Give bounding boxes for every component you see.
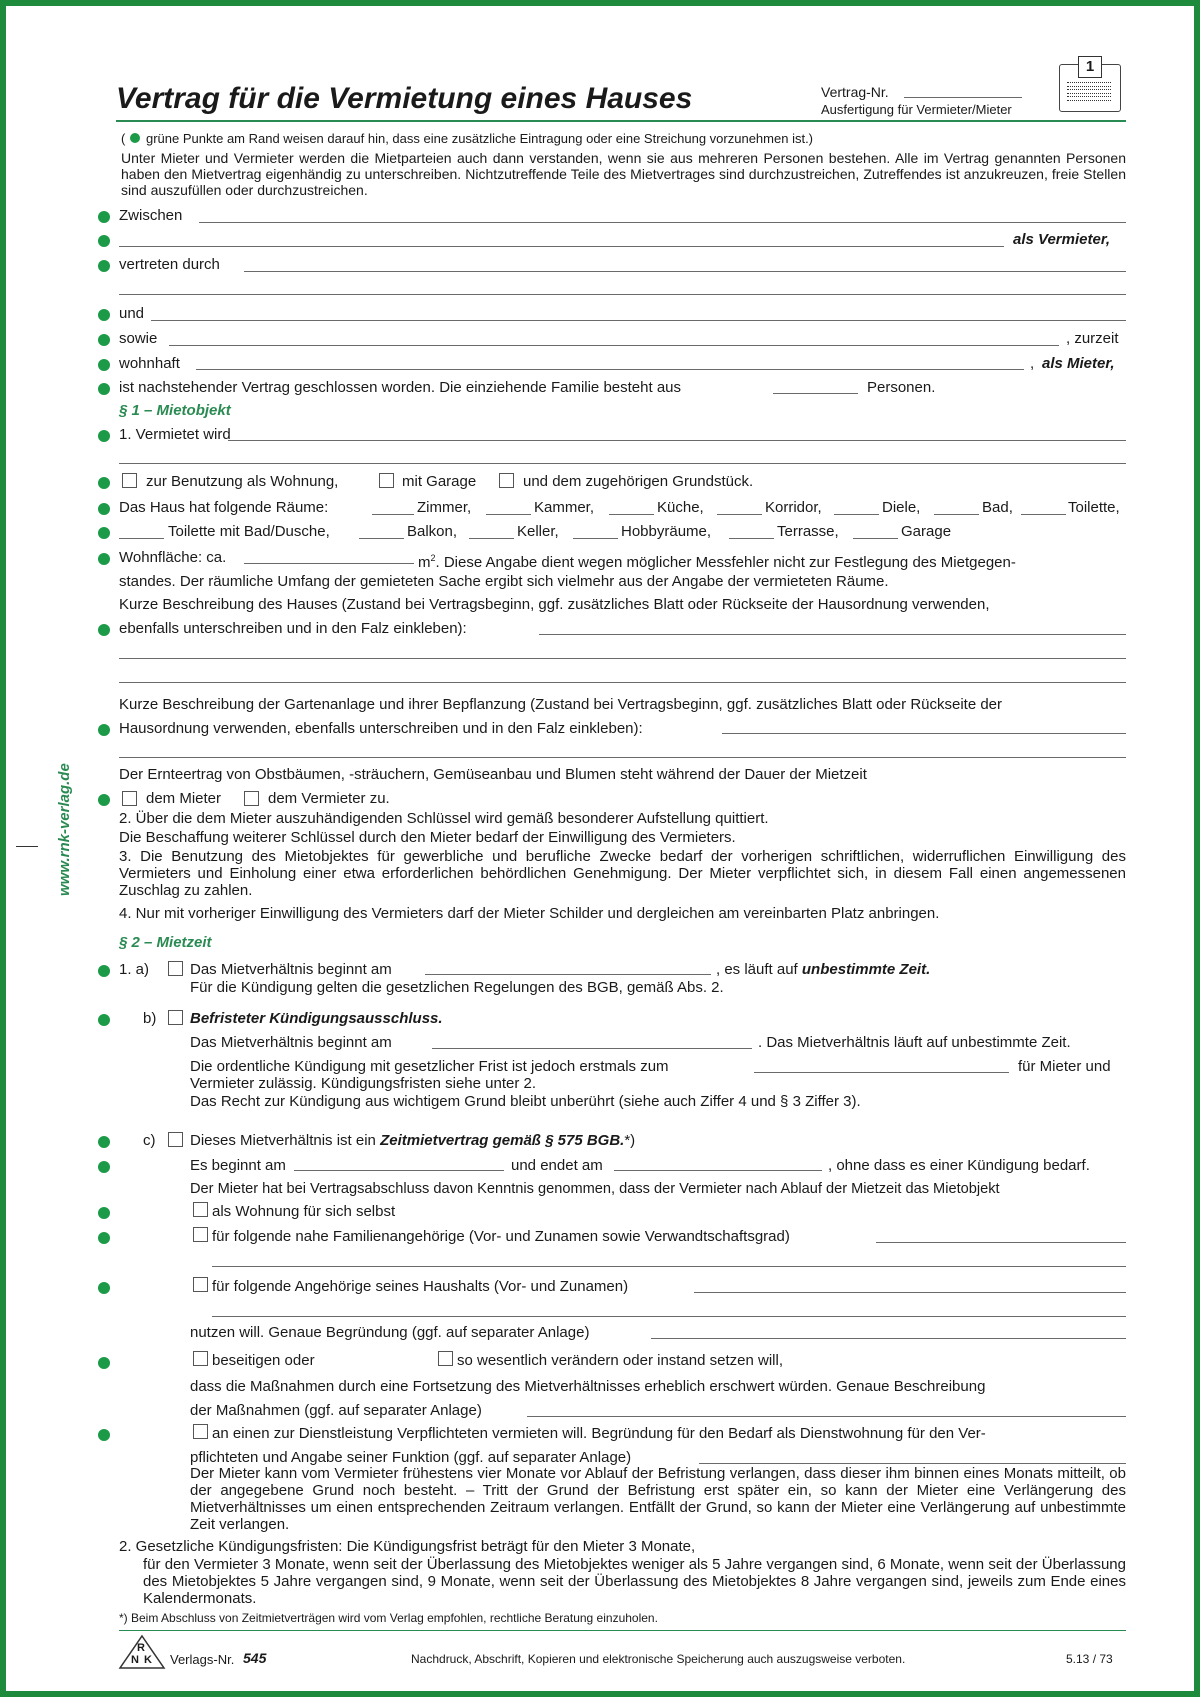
checkbox-c[interactable] [168,1132,183,1147]
und-field[interactable] [151,320,1126,321]
haus-desc-field[interactable] [539,634,1126,635]
s2-a-text: Das Mietverhältnis beginnt am [190,961,392,978]
green-dot-icon [98,503,110,515]
s2-p2-head: 2. Gesetzliche Kündigungsfristen: Die Kündigungsfrist beträgt für den Mieter 3 Monate, [119,1538,696,1555]
s2-c-opt1: als Wohnung für sich selbst [212,1203,396,1220]
rnk-logo [118,1634,166,1670]
family-text-2: Personen. [867,379,936,396]
c-nutzen-field[interactable] [651,1338,1126,1339]
logo-r: R [137,1642,145,1654]
ernte-vermieter: dem Vermieter zu. [268,790,390,807]
header-rule [116,120,1126,122]
rooms1-label-2: Küche, [657,499,704,516]
green-dot-icon [98,211,110,223]
c-opt3-field-2[interactable] [212,1316,1126,1317]
s1-p2-1: 2. Über die dem Mieter auszuhändigenden Schlüssel wird gemäß besonderer Aufstellung quittiert. [119,810,769,827]
green-dot-icon [98,1282,110,1294]
s2-a-text2: , es läuft auf unbestimmte Zeit. [716,961,931,978]
comma: , [1030,355,1035,372]
rooms1-field-6[interactable] [1021,514,1066,515]
green-dot-icon [98,1232,110,1244]
s2-c-mass2: der Maßnahmen (ggf. auf separater Anlage) [190,1402,482,1419]
haus-desc-field-3[interactable] [119,682,1126,683]
haus-desc-field-2[interactable] [119,658,1126,659]
green-dot-icon [98,553,110,565]
document-page [6,6,1194,1691]
rooms2-field-1[interactable] [359,538,404,539]
checkbox-c-opt1[interactable] [193,1202,208,1217]
s2-b-l1a: Das Mietverhältnis beginnt am [190,1034,392,1051]
side-tick [16,846,38,847]
wohnflaeche-line2: standes. Der räumliche Umfang der gemieteten Sache ergibt sich vielmehr aus der Angabe der vermieteten Räume. [119,573,889,590]
intro-paragraph: Unter Mieter und Vermieter werden die Mietparteien auch dann verstanden, wenn sie aus mehreren Personen bestehen. Alle im Vertrag genannten Personen haben den Mietvertrag eigenhändig zu unterschreiben. Nichtzutreffende Teile des Mietvertrages sind durchzustreichen, Zutreffendes ist anzukreuzen, freie Stellen sind auszufüllen oder durchzustreichen. [121,150,1126,198]
green-dot-icon [98,359,110,371]
checkbox-c-opt6[interactable] [193,1424,208,1439]
s1-p2-2: Die Beschaffung weiterer Schlüssel durch den Mieter bedarf der Einwilligung des Vermieters. [119,829,736,846]
green-dot-icon [98,1207,110,1219]
green-dot-icon [98,430,110,442]
c-end-field[interactable] [614,1170,822,1171]
s2-c-opt6: an einen zur Dienstleistung Verpflichteten vermieten will. Begründung für den Bedarf als Dienstwohnung für den Ver- [212,1425,986,1442]
garten-desc-field[interactable] [722,733,1126,734]
s2-a-label: 1. a) [119,961,150,978]
rooms1-field-3[interactable] [717,514,762,515]
logo-n: N [131,1654,139,1666]
green-dot-icon [130,133,140,143]
intro-note: grüne Punkte am Rand weisen darauf hin, dass eine zusätzliche Eintragung oder eine Streichung vorzunehmen ist.) [146,131,814,146]
checkbox-wohnung[interactable] [122,473,137,488]
wohnflaeche-unit: $m^2$. Diese Angabe dient wegen möglicher Messfehler nicht zur Festlegung des Mietgegen- [418,553,1016,571]
rooms2-label-2: Keller, [517,523,559,540]
rooms2-field-5[interactable] [853,538,898,539]
green-dot-icon [98,1161,110,1173]
rooms1-label-1: Kammer, [534,499,595,516]
green-dot-icon [98,624,110,636]
rooms2-field-3[interactable] [573,538,618,539]
rooms2-field-2[interactable] [469,538,514,539]
footer-rule [119,1630,1126,1631]
rooms2-label-5: Garage [901,523,952,540]
contract-nr-label: Vertrag-Nr. [821,84,889,100]
garten-desc-field-2[interactable] [119,757,1126,758]
ernte-text: Der Ernteertrag von Obstbäumen, -sträuchern, Gemüseanbau und Blumen steht während der Dauer der Mietzeit [119,766,867,783]
rooms2-field-4[interactable] [729,538,774,539]
rooms1-field-2[interactable] [609,514,654,515]
c-begin-field[interactable] [294,1170,504,1171]
wohnhaft-label: wohnhaft [119,355,180,372]
rooms2-label-1: Balkon, [407,523,458,540]
verlags-label: Verlags-Nr. [170,1652,235,1667]
ernte-mieter: dem Mieter [146,790,222,807]
s2-a-line2: Für die Kündigung gelten die gesetzlichen Regelungen des BGB, gemäß Abs. 2. [190,979,724,996]
c-opt2-field[interactable] [876,1242,1126,1243]
s2-c-l1c: , ohne dass es einer Kündigung bedarf. [828,1157,1090,1174]
sowie-field[interactable] [169,345,1059,346]
zwischen-field[interactable] [199,222,1126,223]
vertreten-field-2[interactable] [119,294,1126,295]
vermieter-field[interactable] [119,246,1004,247]
family-count-field[interactable] [773,393,858,394]
s2-c-opt4: beseitigen oder [212,1352,315,1369]
rooms1-label-5: Bad, [982,499,1013,516]
green-dot-icon [98,965,110,977]
s2-c-l1a: Es beginnt am [190,1157,286,1174]
green-dot-icon [98,527,110,539]
s2-b-l3: Vermieter zulässig. Kündigungsfristen siehe unter 2. [190,1075,537,1092]
green-dot-icon [98,260,110,272]
s2-c-para: Der Mieter kann vom Vermieter frühestens vier Monate vor Ablauf der Befristung verlangen, dass dieser ihm binnen eines Monats mitteilt, ob der angegebene Grund noch besteht. – Tritt der Grund der Befristung erst später ein, so kann der Mieter eine Verlängerung des Mietverhältnisses um einen entsprechenden Zeitraum verlangen. Entfällt der Grund, so kann der Mieter eine Verlängerung auf unbestimmte Zeit verlangen. [190,1465,1126,1533]
green-dot-icon [98,309,110,321]
s1-p3: 3. Die Benutzung des Mietobjektes für gewerbliche und berufliche Zwecke bedarf der vorherigen schriftlichen, widerruflichen Einwilligung des Vermieters und Einholung einer etwa erforderlichen behördlichen Genehmigung. Der Mieter verpflichtet sich, in diesem Fall einen angemessenen Zuschlag zu zahlen. [119,848,1126,899]
green-dot-icon [98,1429,110,1441]
checkbox-grundstueck[interactable] [499,473,514,488]
verlags-nr: 545 [243,1650,267,1666]
s2-b-l2b: für Mieter und [1018,1058,1111,1075]
side-url: www.rnk-verlag.de [56,763,73,896]
haus-desc-2: ebenfalls unterschreiben und in den Falz einkleben): [119,620,467,637]
rooms2-label-3: Hobbyräume, [621,523,712,540]
als-vermieter-label: als Vermieter, [1013,231,1111,248]
green-dot-icon [98,383,110,395]
c-opt2-field-2[interactable] [212,1266,1126,1267]
s2-c-opt6b: pflichteten und Angabe seiner Funktion (ggf. auf separater Anlage) [190,1449,632,1466]
rooms1-label-0: Zimmer, [417,499,472,516]
checkbox-c-opt2[interactable] [193,1227,208,1242]
rooms1-field-1[interactable] [486,514,531,515]
vertreten-field[interactable] [244,271,1126,272]
s2-c-opt5: so wesentlich verändern oder instand setzen will, [457,1352,784,1369]
checkbox-ernte-vermieter[interactable] [244,791,259,806]
checkbox-c-opt3[interactable] [193,1277,208,1292]
s2-c-l2: Der Mieter hat bei Vertragsabschluss davon Kenntnis genommen, dass der Vermieter nach Ablauf der Mietzeit das Mietobjekt [190,1181,1000,1197]
green-dot-icon [98,334,110,346]
garten-desc-1: Kurze Beschreibung der Gartenanlage und ihrer Bepflanzung (Zustand bei Vertragsbeginn, ggf. zusätzliches Blatt oder Rückseite der [119,696,1003,713]
checkbox-c-opt4[interactable] [193,1351,208,1366]
rooms2-label-0: Toilette mit Bad/Dusche, [168,523,330,540]
wohnflaeche-field[interactable] [244,563,414,564]
family-text: ist nachstehender Vertrag geschlossen worden. Die einziehende Familie besteht aus [119,379,682,396]
zwischen-label: Zwischen [119,207,183,224]
b-kuendigung-field[interactable] [754,1072,1009,1073]
haus-desc-1: Kurze Beschreibung des Hauses (Zustand bei Vertragsbeginn, ggf. zusätzliches Blatt oder Rückseite der Hausordnung verwenden, [119,596,990,613]
zurzeit-label: , zurzeit [1066,330,1119,347]
contract-nr-field[interactable] [904,97,1022,98]
logo-k: K [144,1654,152,1666]
green-dot-icon [98,235,110,247]
green-dot-icon [98,1014,110,1026]
a-begin-field[interactable] [425,974,711,975]
rooms1-field-5[interactable] [934,514,979,515]
s2-c-opt2: für folgende nahe Familienangehörige (Vor- und Zunamen sowie Verwandtschaftsgrad) [212,1228,790,1245]
s2-c-label: c) [143,1132,156,1149]
s2-b-l4: Das Recht zur Kündigung aus wichtigem Grund bleibt unberührt (siehe auch Ziffer 4 und § 3 Ziffer 3). [190,1093,861,1110]
garten-desc-2: Hausordnung verwenden, ebenfalls unterschreiben und in den Falz einkleben): [119,720,643,737]
s2-c-opt3: für folgende Angehörige seines Haushalts (Vor- und Zunamen) [212,1278,629,1295]
vermietet-wird-label: 1. Vermietet wird [119,426,231,443]
green-dot-icon [98,724,110,736]
section-2-heading: § 2 – Mietzeit [119,934,212,951]
checkbox-c-opt5[interactable] [438,1351,453,1366]
und-label: und [119,305,145,322]
c-opt3-field[interactable] [694,1292,1126,1293]
rooms1-label-6: Toilette, [1068,499,1120,516]
wohnflaeche-label: Wohnfläche: ca. [119,549,227,566]
s2-p2-body: für den Vermieter 3 Monate, wenn seit der Überlassung des Mietobjektes weniger als 5 Jahre vergangen sind, 6 Monate, wenn seit der Überlassung des Mietobjektes 5 Jahre vergangen sind, 9 Monate, wenn seit der Überlassung des Mietobjektes 8 Jahre vergangen sind, jeweils zum Ende eines Kalendermonats. [143,1556,1126,1607]
rooms1-field-0[interactable] [372,514,414,515]
s2-c-nutzen: nutzen will. Genaue Begründung (ggf. auf separater Anlage) [190,1324,590,1341]
intro-note-open: ( [121,131,126,146]
green-dot-icon [98,1357,110,1369]
wohnhaft-field[interactable] [196,369,1024,370]
opt-garage: mit Garage [402,473,477,490]
green-dot-icon [98,477,110,489]
raeume-label: Das Haus hat folgende Räume: [119,499,329,516]
b-begin-field[interactable] [432,1048,752,1049]
green-dot-icon [98,794,110,806]
copy-label: Ausfertigung für Vermieter/Mieter [821,102,1012,117]
rooms1-label-3: Korridor, [765,499,822,516]
vertreten-label: vertreten durch [119,256,220,273]
checkbox-a[interactable] [168,961,183,976]
footnote: *) Beim Abschluss von Zeitmietverträgen wird vom Verlag empfohlen, rechtliche Beratung einzuholen. [119,1611,658,1625]
s2-b-l1b: . Das Mietverhältnis läuft auf unbestimmte Zeit. [758,1034,1071,1051]
s2-b-title: Befristeter Kündigungsausschluss. [190,1010,443,1027]
s2-b-label: b) [143,1010,157,1027]
opt-grundstueck: und dem zugehörigen Grundstück. [523,473,754,490]
sowie-label: sowie [119,330,158,347]
section-1-heading: § 1 – Mietobjekt [119,402,231,419]
checkbox-b[interactable] [168,1010,183,1025]
s2-b-l2a: Die ordentliche Kündigung mit gesetzlicher Frist ist jedoch erstmals zum [190,1058,669,1075]
s1-p4: 4. Nur mit vorheriger Einwilligung des Vermieters darf der Mieter Schilder und dergleichen am vereinbarten Platz anbringen. [119,905,940,922]
checkbox-garage[interactable] [379,473,394,488]
als-mieter-label: als Mieter, [1042,355,1115,372]
page-title: Vertrag für die Vermietung eines Hauses [116,82,693,115]
form-badge-icon [1059,56,1121,112]
vermietet-field[interactable] [228,440,1126,441]
rooms2-field-0[interactable] [119,538,164,539]
s2-c-text: Dieses Mietverhältnis ist ein Zeitmietvertrag gemäß § 575 BGB.*) [190,1132,636,1149]
rooms1-label-4: Diele, [882,499,921,516]
copyright-notice: Nachdruck, Abschrift, Kopieren und elektronische Speicherung auch auszugsweise verboten. [411,1652,906,1666]
checkbox-ernte-mieter[interactable] [122,791,137,806]
page-code: 5.13 / 73 [1066,1652,1113,1666]
c-opt6-field[interactable] [699,1463,1126,1464]
s2-c-l1b: und endet am [511,1157,603,1174]
badge-number: 1 [1078,56,1102,78]
c-mass-field[interactable] [527,1416,1126,1417]
rooms2-label-4: Terrasse, [777,523,839,540]
s2-c-mass1: dass die Maßnahmen durch eine Fortsetzung des Mietverhältnisses erheblich erschwert würden. Genaue Beschreibung [190,1378,986,1395]
green-dot-icon [98,1136,110,1148]
opt-wohnung: zur Benutzung als Wohnung, [146,473,339,490]
rooms1-field-4[interactable] [834,514,879,515]
vermietet-field-2[interactable] [119,463,1126,464]
